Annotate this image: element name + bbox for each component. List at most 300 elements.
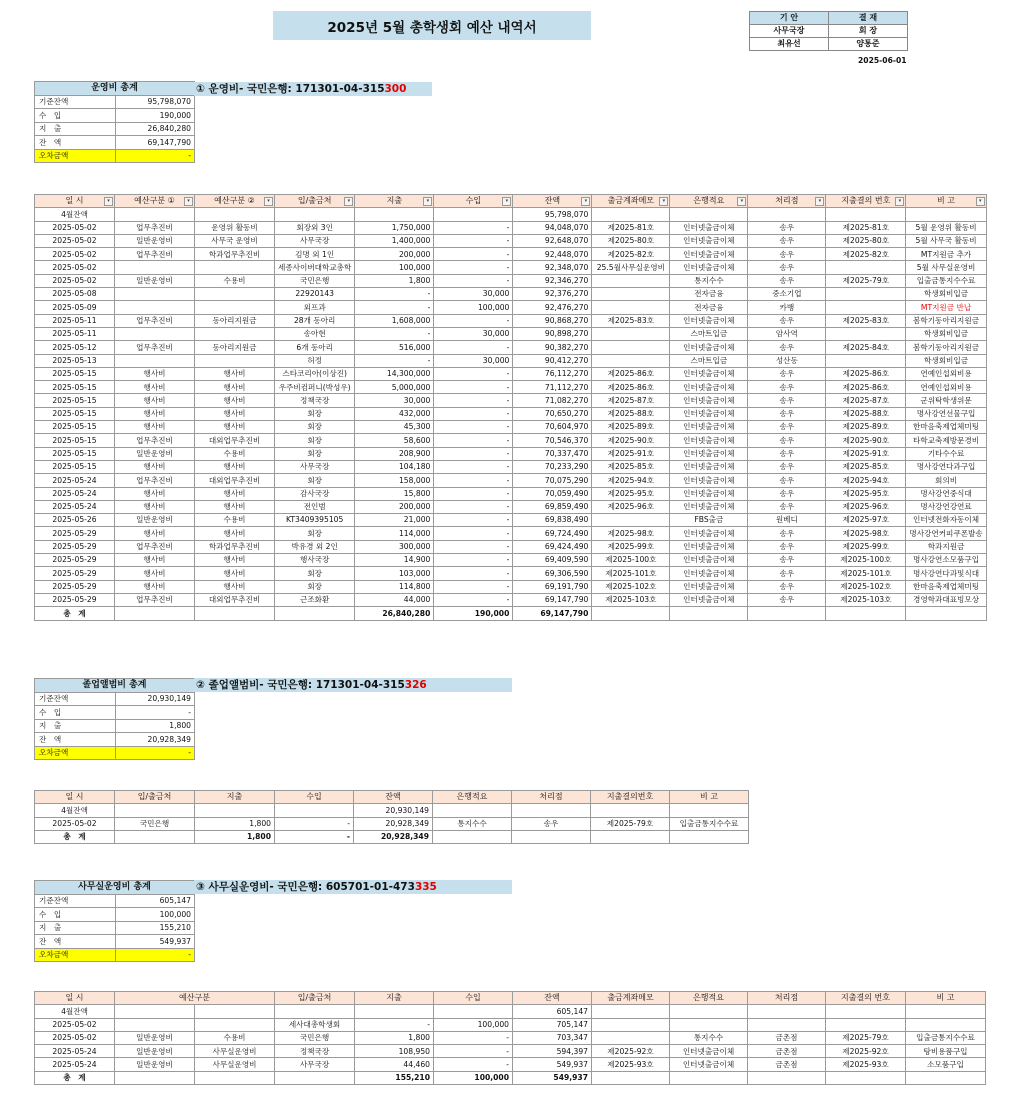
table-cell: 2025-05-02 — [35, 261, 115, 274]
table-cell — [115, 208, 195, 221]
table-cell: 일반운영비 — [115, 234, 195, 247]
column-header — [35, 791, 115, 804]
table-cell: 학생회비입금 — [906, 327, 986, 340]
table-cell: 스타코리아(이상진) — [275, 367, 355, 380]
column-header-label: 비 고 — [700, 792, 718, 802]
total-cell: 20,928,349 — [354, 830, 433, 843]
table-cell: 1,400,000 — [355, 234, 434, 247]
column-header-label: 출금계좌메모 — [607, 993, 654, 1003]
table-cell: 송우 — [748, 261, 826, 274]
table-cell: 카뱅 — [748, 301, 826, 314]
account-prefix: ① 운영비- 국민은행: 171301-04-315 — [196, 83, 385, 95]
total-cell — [275, 1071, 355, 1084]
table-cell: 인터넷출금이체 — [670, 487, 748, 500]
table-cell: 1,608,000 — [355, 314, 434, 327]
table-cell: 2025-05-02 — [35, 274, 115, 287]
table-cell: 업무추진비 — [115, 474, 195, 487]
table-cell: 송우 — [748, 341, 826, 354]
table-cell: 제2025-81호 — [592, 221, 670, 234]
table-cell: 업무추진비 — [115, 221, 195, 234]
table-cell: 수용비 — [195, 447, 275, 460]
table-cell: 58,600 — [355, 434, 434, 447]
column-header-label: 입/출금처 — [297, 196, 332, 206]
table-cell — [592, 274, 670, 287]
total-cell: 총 계 — [35, 1071, 115, 1084]
column-header — [355, 195, 434, 208]
total-cell: 549,937 — [513, 1071, 592, 1084]
table-cell: 69,191,790 — [513, 580, 592, 593]
table-cell: - — [434, 567, 513, 580]
total-cell: 1,800 — [195, 830, 275, 843]
table-cell: 14,300,000 — [355, 367, 434, 380]
table-cell: 114,000 — [355, 527, 434, 540]
table-row — [35, 1018, 986, 1031]
summary-title: 졸업앨범비 총계 — [35, 679, 195, 693]
table-cell: MT지원금 추가 — [906, 248, 986, 261]
table-cell: - — [434, 580, 513, 593]
column-header — [434, 992, 513, 1005]
table-cell: 통지수수 — [433, 817, 512, 830]
table-cell: 1,750,000 — [355, 221, 434, 234]
column-header-label: 잔액 — [385, 792, 401, 802]
table-cell: 제2025-86호 — [826, 381, 906, 394]
filter-dropdown-icon[interactable]: ▾ — [104, 197, 113, 206]
table-cell: - — [434, 474, 513, 487]
column-header — [748, 992, 826, 1005]
filter-dropdown-icon[interactable]: ▾ — [737, 197, 746, 206]
column-header — [826, 992, 906, 1005]
table-cell: - — [434, 447, 513, 460]
table-cell: 업무추진비 — [115, 314, 195, 327]
table-cell: 회장 — [275, 567, 355, 580]
account-suffix: 335 — [414, 881, 437, 893]
table-cell: - — [434, 314, 513, 327]
table-cell: 69,409,590 — [513, 554, 592, 567]
table-cell: 한마음축제업체미팅 — [906, 421, 986, 434]
summary-value: 26,840,280 — [116, 122, 195, 135]
table-cell: 송우 — [748, 248, 826, 261]
table-cell: 사무국 운영비 — [195, 234, 275, 247]
table-cell: 2025-05-15 — [35, 407, 115, 420]
table-cell: 김명 외 1인 — [275, 248, 355, 261]
table-cell: 전자금융 — [670, 288, 748, 301]
table-cell: 2025-05-13 — [35, 354, 115, 367]
total-cell: 69,147,790 — [513, 607, 592, 620]
table-cell: 송우 — [748, 381, 826, 394]
summary-value: 20,928,349 — [116, 733, 195, 746]
column-header — [906, 195, 986, 208]
table-cell: 명사강연커피쿠폰발송 — [906, 527, 986, 540]
table-cell: 행사비 — [195, 381, 275, 394]
summary-value: 155,210 — [116, 921, 195, 934]
table-cell: 업무추진비 — [115, 341, 195, 354]
table-cell: 제2025-86호 — [592, 381, 670, 394]
approval-sign-header: 결 재 — [829, 12, 908, 25]
table-row — [35, 447, 987, 460]
account-prefix: ② 졸업앨범비- 국민은행: 171301-04-315 — [196, 679, 405, 691]
filter-dropdown-icon[interactable]: ▾ — [659, 197, 668, 206]
table-cell: 22920143 — [275, 288, 355, 301]
table-cell: 행사비 — [195, 567, 275, 580]
table-cell — [115, 261, 195, 274]
table-cell: 제2025-90호 — [826, 434, 906, 447]
table-cell: 성산동 — [748, 354, 826, 367]
filter-dropdown-icon[interactable]: ▾ — [264, 197, 273, 206]
filter-dropdown-icon[interactable]: ▾ — [502, 197, 511, 206]
filter-dropdown-icon[interactable]: ▾ — [423, 197, 432, 206]
table-cell: 송우 — [748, 407, 826, 420]
table-row — [35, 221, 987, 234]
column-header — [115, 195, 195, 208]
table-cell: 회의비 — [906, 474, 986, 487]
table-row — [35, 234, 987, 247]
table-cell — [355, 1005, 434, 1018]
table-cell — [275, 804, 354, 817]
table-cell — [275, 208, 355, 221]
table-cell — [592, 1018, 670, 1031]
table-cell: 제2025-101호 — [592, 567, 670, 580]
table-cell — [115, 288, 195, 301]
total-cell — [592, 1071, 670, 1084]
table-cell: 행사비 — [115, 407, 195, 420]
table-cell: 회장 — [275, 447, 355, 460]
column-header — [512, 791, 591, 804]
table-cell: 명사강연중식대 — [906, 487, 986, 500]
table-cell: 2025-05-12 — [35, 341, 115, 354]
column-header — [115, 791, 195, 804]
table-row — [35, 567, 987, 580]
table-cell — [592, 341, 670, 354]
album-account-heading — [194, 678, 512, 692]
table-cell: 행사비 — [195, 394, 275, 407]
column-header — [670, 791, 749, 804]
column-header — [115, 992, 275, 1005]
table-cell: 수용비 — [195, 514, 275, 527]
table-cell: 송우 — [748, 527, 826, 540]
column-header-label: 일 시 — [65, 993, 84, 1003]
table-cell: 제2025-85호 — [592, 460, 670, 473]
table-cell: 행사비 — [115, 487, 195, 500]
table-cell: 경영학과대표빙모상 — [906, 593, 986, 606]
operating-ledger-table — [34, 194, 987, 621]
total-cell — [512, 830, 591, 843]
table-cell: 수용비 — [195, 1031, 275, 1044]
table-cell: 송우 — [748, 540, 826, 553]
table-cell: 제2025-96호 — [826, 500, 906, 513]
table-cell: 송우 — [748, 221, 826, 234]
table-cell: 금촌점 — [748, 1045, 826, 1058]
table-cell: 90,868,270 — [513, 314, 592, 327]
table-cell: 감사국장 — [275, 487, 355, 500]
table-cell: 근조화환 — [275, 593, 355, 606]
table-cell: - — [434, 221, 513, 234]
total-cell — [195, 607, 275, 620]
table-row — [35, 804, 749, 817]
table-cell: 대외업무추진비 — [195, 593, 275, 606]
table-cell: 제2025-101호 — [826, 567, 906, 580]
table-cell: 2025-05-11 — [35, 327, 115, 340]
total-cell — [748, 607, 826, 620]
column-header — [434, 195, 513, 208]
table-cell: 95,798,070 — [513, 208, 592, 221]
table-cell: - — [434, 394, 513, 407]
table-cell: 봄학기동아리지원금 — [906, 314, 986, 327]
table-cell: 사무국장 — [275, 460, 355, 473]
total-cell — [115, 607, 195, 620]
table-cell — [906, 1018, 986, 1031]
summary-label: 잔 액 — [35, 136, 116, 149]
summary-value: 69,147,790 — [116, 136, 195, 149]
filter-dropdown-icon[interactable]: ▾ — [344, 197, 353, 206]
table-row — [35, 527, 987, 540]
table-cell: 전자금융 — [670, 301, 748, 314]
table-cell: 594,397 — [513, 1045, 592, 1058]
total-row — [35, 1071, 986, 1084]
table-cell: 명사강연강연료 — [906, 500, 986, 513]
table-cell: 운영위 활동비 — [195, 221, 275, 234]
column-header-label: 일 시 — [65, 196, 84, 206]
table-row — [35, 421, 987, 434]
album-ledger-table — [34, 790, 749, 844]
table-cell: - — [434, 527, 513, 540]
summary-label: 수 입 — [35, 908, 116, 921]
table-cell: 69,306,590 — [513, 567, 592, 580]
table-cell: 학과업무추진비 — [195, 248, 275, 261]
table-cell: 인터넷출금이체 — [670, 421, 748, 434]
table-cell: - — [434, 434, 513, 447]
table-cell: 행사비 — [195, 367, 275, 380]
table-cell: 2025-05-29 — [35, 554, 115, 567]
table-cell: 인터넷출금이체 — [670, 460, 748, 473]
column-header-label: 잔액 — [544, 993, 560, 1003]
table-cell: 100,000 — [434, 301, 513, 314]
table-cell: - — [434, 248, 513, 261]
table-cell — [195, 301, 275, 314]
table-cell: 30,000 — [355, 394, 434, 407]
table-cell: 1,800 — [195, 817, 275, 830]
summary-error-label: 오차금액 — [35, 948, 116, 961]
table-cell: 제2025-100호 — [592, 554, 670, 567]
filter-dropdown-icon[interactable]: ▾ — [976, 197, 985, 206]
table-cell: 제2025-79호 — [591, 817, 670, 830]
table-cell: 제2025-81호 — [826, 221, 906, 234]
table-row — [35, 314, 987, 327]
table-cell: 행사비 — [115, 500, 195, 513]
table-cell: - — [434, 421, 513, 434]
approval-role-1: 사무국장 — [750, 25, 829, 38]
filter-dropdown-icon[interactable]: ▾ — [184, 197, 193, 206]
table-cell — [826, 1005, 906, 1018]
table-cell: - — [355, 327, 434, 340]
table-cell: 송우 — [748, 274, 826, 287]
table-cell: 인터넷출금이체 — [670, 367, 748, 380]
table-row — [35, 500, 987, 513]
table-cell: 71,082,270 — [513, 394, 592, 407]
table-cell: 대외업무추진비 — [195, 434, 275, 447]
account-suffix: 300 — [384, 83, 407, 95]
table-cell: 제2025-86호 — [592, 367, 670, 380]
table-cell: - — [434, 487, 513, 500]
table-header-row — [35, 791, 749, 804]
table-cell: 208,900 — [355, 447, 434, 460]
table-cell: 2025-05-29 — [35, 593, 115, 606]
table-cell: 90,412,270 — [513, 354, 592, 367]
table-cell: 허정 — [275, 354, 355, 367]
table-cell — [748, 1005, 826, 1018]
summary-label: 수 입 — [35, 706, 116, 719]
column-header — [195, 791, 275, 804]
album-summary-table — [34, 678, 195, 760]
total-cell — [748, 1071, 826, 1084]
summary-value: 190,000 — [116, 109, 195, 122]
table-row — [35, 554, 987, 567]
table-cell: 제2025-79호 — [826, 1031, 906, 1044]
table-row — [35, 288, 987, 301]
table-cell: 2025-05-24 — [35, 487, 115, 500]
table-cell: 100,000 — [434, 1018, 513, 1031]
summary-error-label: 오차금액 — [35, 746, 116, 759]
table-cell: 432,000 — [355, 407, 434, 420]
table-cell: 송우 — [748, 554, 826, 567]
table-cell: 제2025-83호 — [826, 314, 906, 327]
table-cell: - — [434, 1045, 513, 1058]
summary-value: 95,798,070 — [116, 96, 195, 109]
column-header-label: 수입 — [465, 993, 481, 1003]
column-header — [591, 791, 670, 804]
table-cell: 행사비 — [195, 487, 275, 500]
table-cell: 세종사이버대학교총학 — [275, 261, 355, 274]
filter-dropdown-icon[interactable]: ▾ — [815, 197, 824, 206]
total-cell — [670, 1071, 748, 1084]
table-cell: 일반운영비 — [115, 1045, 195, 1058]
table-cell: 2025-05-15 — [35, 460, 115, 473]
table-cell: 제2025-94호 — [592, 474, 670, 487]
table-cell: 회장 — [275, 580, 355, 593]
table-cell: 소모품구입 — [906, 1058, 986, 1071]
table-cell: 행사비 — [115, 527, 195, 540]
column-header — [35, 992, 115, 1005]
table-cell: 행사비 — [195, 527, 275, 540]
table-row — [35, 301, 987, 314]
table-cell: 30,000 — [434, 327, 513, 340]
table-cell: 4월잔액 — [35, 804, 115, 817]
table-cell: 2025-05-02 — [35, 1031, 115, 1044]
table-cell: 14,900 — [355, 554, 434, 567]
table-cell: 외프과 — [275, 301, 355, 314]
table-cell: 회장외 3인 — [275, 221, 355, 234]
column-header-label: 잔액 — [544, 196, 561, 206]
table-cell: 박유경 외 2인 — [275, 540, 355, 553]
operating-summary-table — [34, 81, 195, 163]
table-cell: 인터넷출금이체 — [670, 580, 748, 593]
table-row — [35, 327, 987, 340]
table-cell: 제2025-95호 — [592, 487, 670, 500]
total-cell: 26,840,280 — [355, 607, 434, 620]
table-cell: - — [275, 817, 354, 830]
table-cell: 2025-05-15 — [35, 434, 115, 447]
table-cell — [826, 354, 906, 367]
column-header — [592, 992, 670, 1005]
table-cell: 송우 — [748, 487, 826, 500]
table-cell — [433, 804, 512, 817]
table-cell: 송우 — [748, 367, 826, 380]
table-cell: 2025-05-09 — [35, 301, 115, 314]
table-cell: 사무국장 — [275, 1058, 355, 1071]
table-cell: 우주비컴퍼니(박성우) — [275, 381, 355, 394]
summary-value: - — [116, 706, 195, 719]
table-cell: 송우 — [748, 500, 826, 513]
table-cell — [115, 1018, 195, 1031]
total-cell — [275, 607, 355, 620]
column-header-label: 비 고 — [937, 196, 956, 206]
table-cell: 605,147 — [513, 1005, 592, 1018]
table-cell: 104,180 — [355, 460, 434, 473]
column-header-label: 예산구분 ① — [134, 196, 175, 206]
table-cell: 제2025-93호 — [826, 1058, 906, 1071]
table-cell: 행사비 — [195, 407, 275, 420]
table-cell: 회장 — [275, 527, 355, 540]
column-header — [826, 195, 906, 208]
table-cell: 학생회비입금 — [906, 354, 986, 367]
summary-label: 수 입 — [35, 109, 116, 122]
table-cell: 정책국장 — [275, 394, 355, 407]
table-cell — [195, 354, 275, 367]
table-cell: 회장 — [275, 421, 355, 434]
table-cell: 15,800 — [355, 487, 434, 500]
table-cell: 일반운영비 — [115, 514, 195, 527]
table-cell — [592, 288, 670, 301]
total-cell — [906, 607, 986, 620]
total-cell — [826, 607, 906, 620]
table-cell — [195, 1018, 275, 1031]
table-cell: 인터넷출금이체 — [670, 248, 748, 261]
table-cell: 인터넷출금이체 — [670, 554, 748, 567]
table-cell — [826, 327, 906, 340]
approval-name-2: 양통준 — [829, 38, 908, 51]
total-cell — [670, 830, 749, 843]
table-cell: 4월잔액 — [35, 1005, 115, 1018]
table-cell: 제2025-91호 — [592, 447, 670, 460]
table-cell: 제2025-96호 — [592, 500, 670, 513]
table-cell: 일반운영비 — [115, 1031, 195, 1044]
table-cell: 92,648,070 — [513, 234, 592, 247]
table-cell: 158,000 — [355, 474, 434, 487]
table-cell: 회장 — [275, 474, 355, 487]
table-cell: 일반운영비 — [115, 1058, 195, 1071]
table-cell: 인터넷출금이체 — [670, 314, 748, 327]
table-cell: - — [434, 554, 513, 567]
table-cell: 92,346,270 — [513, 274, 592, 287]
table-cell: FBS출금 — [670, 514, 748, 527]
summary-label: 기준잔액 — [35, 895, 116, 908]
column-header-label: 지출결의 번호 — [841, 196, 891, 206]
filter-dropdown-icon[interactable]: ▾ — [895, 197, 904, 206]
table-row — [35, 514, 987, 527]
table-cell: 회장 — [275, 434, 355, 447]
filter-dropdown-icon[interactable]: ▾ — [581, 197, 590, 206]
table-cell: 한마음축제업체미팅 — [906, 580, 986, 593]
table-cell — [115, 354, 195, 367]
table-cell: - — [434, 381, 513, 394]
table-cell: 제2025-88호 — [592, 407, 670, 420]
table-cell: 2025-05-29 — [35, 567, 115, 580]
table-cell: 92,348,070 — [513, 261, 592, 274]
table-cell: 2025-05-29 — [35, 580, 115, 593]
table-row — [35, 1045, 986, 1058]
table-row — [35, 540, 987, 553]
table-cell: 제2025-95호 — [826, 487, 906, 500]
table-cell: 516,000 — [355, 341, 434, 354]
